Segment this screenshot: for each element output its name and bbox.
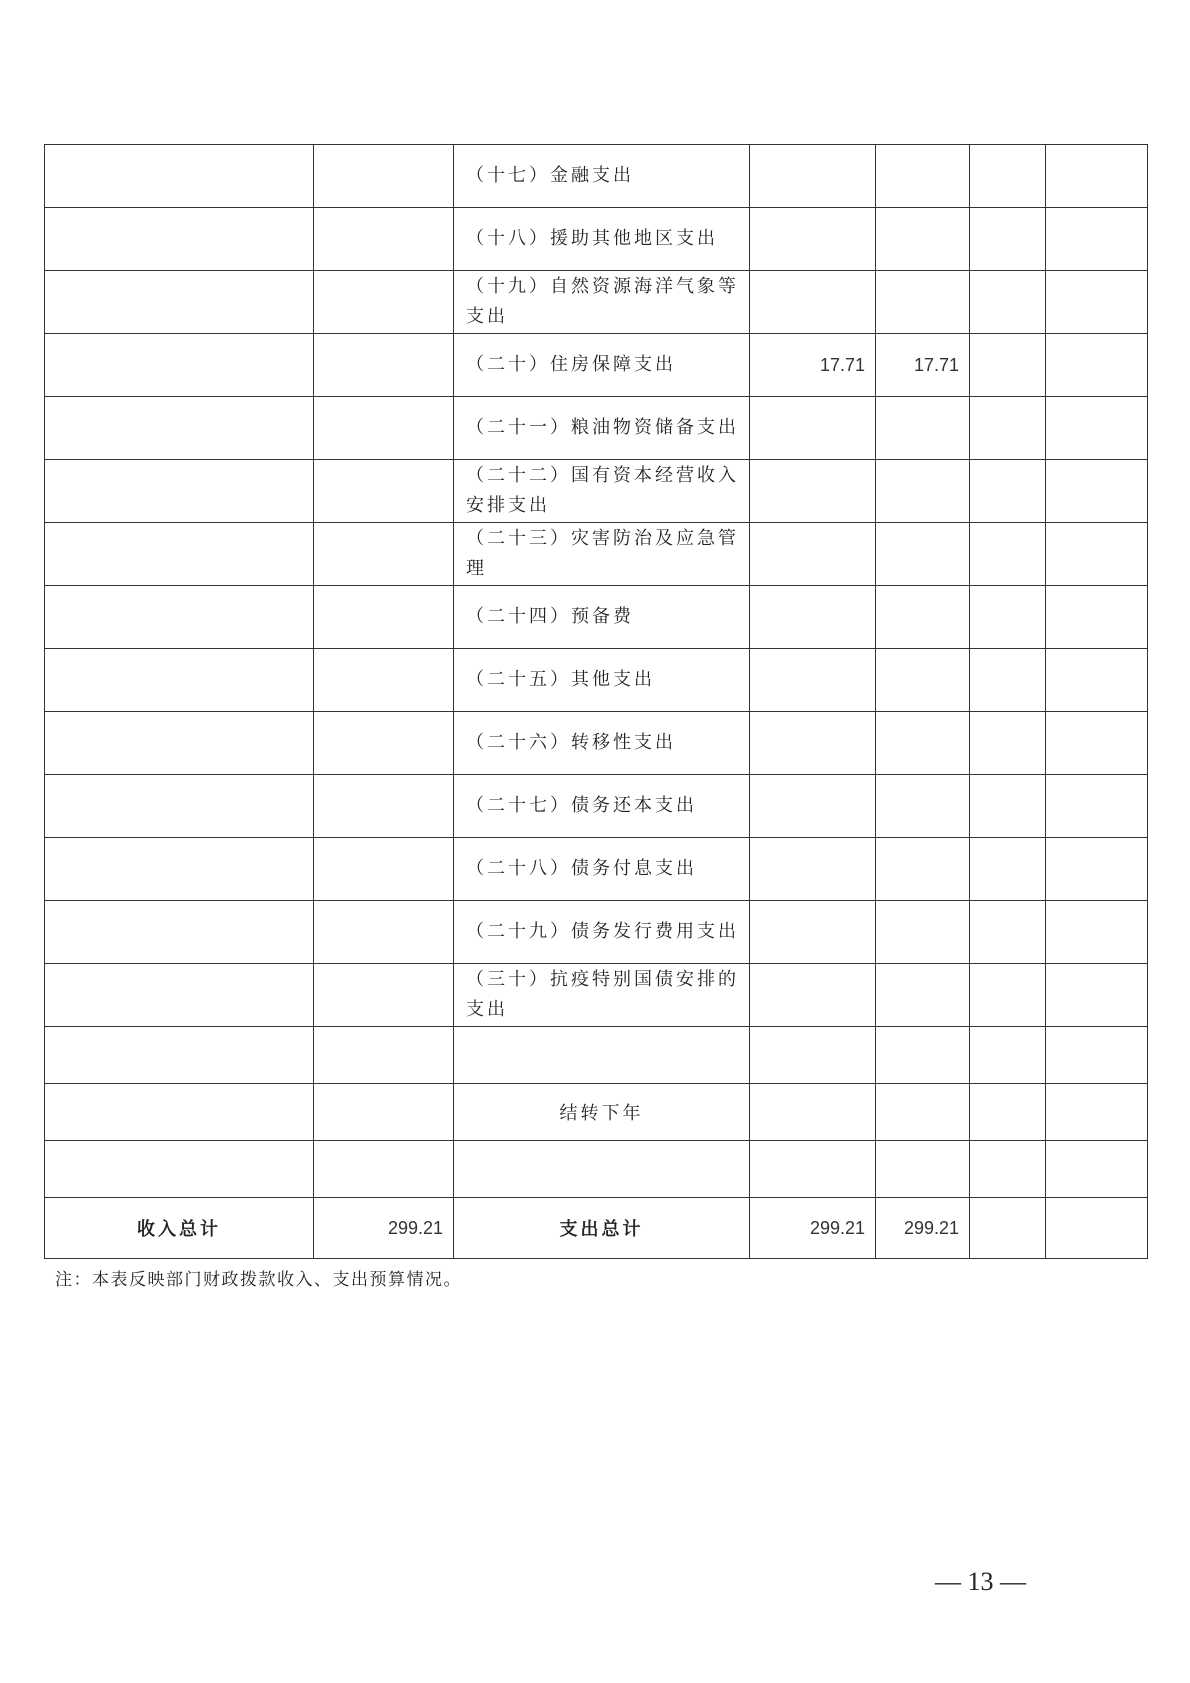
expense-general-cell	[876, 775, 970, 838]
expense-item-cell: （二十二）国有资本经营收入安排支出	[454, 460, 750, 523]
expense-fund-cell	[970, 712, 1046, 775]
table-body	[45, 145, 1148, 1259]
expense-fund-cell	[970, 1198, 1046, 1259]
expense-total-cell	[750, 1141, 876, 1198]
income-item-cell	[45, 964, 314, 1027]
expense-fund-cell	[970, 460, 1046, 523]
expense-general-cell	[876, 271, 970, 334]
expense-item-cell: （十八）援助其他地区支出	[454, 208, 750, 271]
expense-item-cell: （二十一）粮油物资储备支出	[454, 397, 750, 460]
page-number: — 13 —	[935, 1567, 1026, 1596]
expense-fund-cell	[970, 649, 1046, 712]
expense-capital-cell	[1046, 838, 1148, 901]
expense-general-cell	[876, 208, 970, 271]
table-row	[45, 649, 1148, 712]
expense-item-cell	[454, 1027, 750, 1084]
income-amount-cell	[314, 1084, 454, 1141]
expense-total-cell	[750, 775, 876, 838]
table-row	[45, 964, 1148, 1027]
table-row-carryover	[45, 1084, 1148, 1141]
income-amount-cell	[314, 271, 454, 334]
income-amount-cell	[314, 901, 454, 964]
expense-capital-cell	[1046, 208, 1148, 271]
expense-fund-cell	[970, 901, 1046, 964]
income-amount-cell	[314, 460, 454, 523]
table-row	[45, 271, 1148, 334]
income-amount-cell	[314, 523, 454, 586]
expense-general-cell	[876, 460, 970, 523]
expense-item-cell: （十九）自然资源海洋气象等支出	[454, 271, 750, 334]
expense-item-cell: （二十九）债务发行费用支出	[454, 901, 750, 964]
expense-capital-cell	[1046, 1027, 1148, 1084]
expense-fund-cell	[970, 1027, 1046, 1084]
income-item-cell	[45, 397, 314, 460]
expense-total-cell	[750, 1084, 876, 1141]
income-amount-cell	[314, 397, 454, 460]
expense-general-cell	[876, 649, 970, 712]
expense-capital-cell	[1046, 649, 1148, 712]
expense-fund-cell	[970, 145, 1046, 208]
expense-capital-cell	[1046, 271, 1148, 334]
expense-fund-cell	[970, 208, 1046, 271]
table-row-total	[45, 1198, 1148, 1259]
expense-total-cell	[750, 586, 876, 649]
expense-total-cell	[750, 901, 876, 964]
expense-capital-cell	[1046, 964, 1148, 1027]
income-total-value: 299.21	[314, 1198, 454, 1259]
expense-capital-cell	[1046, 145, 1148, 208]
income-amount-cell	[314, 145, 454, 208]
expense-general-cell	[876, 586, 970, 649]
expense-item-cell: （二十六）转移性支出	[454, 712, 750, 775]
expense-fund-cell	[970, 271, 1046, 334]
expense-total-cell	[750, 145, 876, 208]
income-item-cell	[45, 649, 314, 712]
expense-fund-cell	[970, 334, 1046, 397]
expense-capital-cell	[1046, 460, 1148, 523]
expense-capital-cell	[1046, 1198, 1148, 1259]
income-item-cell	[45, 460, 314, 523]
income-amount-cell	[314, 712, 454, 775]
expense-fund-cell	[970, 1084, 1046, 1141]
expense-item-cell: （二十八）债务付息支出	[454, 838, 750, 901]
income-item-cell	[45, 1084, 314, 1141]
expense-general-cell	[876, 523, 970, 586]
income-item-cell	[45, 838, 314, 901]
income-item-cell	[45, 586, 314, 649]
table-row	[45, 523, 1148, 586]
expense-fund-cell	[970, 523, 1046, 586]
expense-general-cell	[876, 1027, 970, 1084]
expense-item-cell: （二十七）债务还本支出	[454, 775, 750, 838]
income-total-label: 收入总计	[45, 1198, 314, 1259]
income-item-cell	[45, 1027, 314, 1084]
income-amount-cell	[314, 334, 454, 397]
income-amount-cell	[314, 208, 454, 271]
income-amount-cell	[314, 649, 454, 712]
income-amount-cell	[314, 586, 454, 649]
expense-total-label: 支出总计	[454, 1198, 750, 1259]
expense-total-cell	[750, 460, 876, 523]
expense-capital-cell	[1046, 901, 1148, 964]
expense-general-cell	[876, 1141, 970, 1198]
expense-general-cell	[876, 397, 970, 460]
table-row-blank	[45, 1141, 1148, 1198]
expense-total-cell: 17.71	[750, 334, 876, 397]
expense-total-cell	[750, 208, 876, 271]
table-row	[45, 208, 1148, 271]
table-note: 注：本表反映部门财政拨款收入、支出预算情况。	[55, 1270, 462, 1290]
income-item-cell	[45, 523, 314, 586]
expense-general-cell: 17.71	[876, 334, 970, 397]
expense-item-cell: （二十三）灾害防治及应急管理	[454, 523, 750, 586]
income-item-cell	[45, 775, 314, 838]
table-row	[45, 397, 1148, 460]
table-row	[45, 586, 1148, 649]
income-amount-cell	[314, 1141, 454, 1198]
table-row	[45, 775, 1148, 838]
income-item-cell	[45, 334, 314, 397]
income-item-cell	[45, 271, 314, 334]
income-item-cell	[45, 1141, 314, 1198]
expense-total-cell	[750, 1027, 876, 1084]
expense-fund-cell	[970, 838, 1046, 901]
table-row	[45, 334, 1148, 397]
table-row	[45, 712, 1148, 775]
income-item-cell	[45, 208, 314, 271]
expense-total-cell	[750, 838, 876, 901]
expense-total-cell	[750, 523, 876, 586]
expense-general-total-value: 299.21	[876, 1198, 970, 1259]
expense-general-cell	[876, 964, 970, 1027]
income-item-cell	[45, 145, 314, 208]
expense-capital-cell	[1046, 775, 1148, 838]
table-row	[45, 901, 1148, 964]
expense-capital-cell	[1046, 523, 1148, 586]
expense-capital-cell	[1046, 1141, 1148, 1198]
expense-item-cell: （十七）金融支出	[454, 145, 750, 208]
expense-capital-cell	[1046, 397, 1148, 460]
expense-total-cell	[750, 964, 876, 1027]
table-row-blank	[45, 1027, 1148, 1084]
expense-fund-cell	[970, 586, 1046, 649]
expense-fund-cell	[970, 964, 1046, 1027]
expense-capital-cell	[1046, 712, 1148, 775]
expense-total-cell	[750, 712, 876, 775]
expense-total-cell	[750, 271, 876, 334]
expense-capital-cell	[1046, 334, 1148, 397]
expense-fund-cell	[970, 775, 1046, 838]
expense-item-cell: （二十五）其他支出	[454, 649, 750, 712]
expense-general-cell	[876, 1084, 970, 1141]
income-item-cell	[45, 712, 314, 775]
expense-item-cell: （三十）抗疫特别国债安排的支出	[454, 964, 750, 1027]
income-amount-cell	[314, 1027, 454, 1084]
carryover-label: 结转下年	[454, 1084, 750, 1141]
income-amount-cell	[314, 964, 454, 1027]
expense-item-cell: （二十）住房保障支出	[454, 334, 750, 397]
expense-capital-cell	[1046, 1084, 1148, 1141]
expense-item-cell	[454, 1141, 750, 1198]
income-item-cell	[45, 901, 314, 964]
budget-table	[44, 144, 1148, 1259]
income-amount-cell	[314, 775, 454, 838]
expense-general-cell	[876, 901, 970, 964]
expense-total-cell	[750, 397, 876, 460]
table-row	[45, 838, 1148, 901]
expense-total-cell	[750, 649, 876, 712]
expense-item-cell: （二十四）预备费	[454, 586, 750, 649]
table-row	[45, 145, 1148, 208]
expense-general-cell	[876, 145, 970, 208]
expense-fund-cell	[970, 1141, 1046, 1198]
expense-general-cell	[876, 838, 970, 901]
expense-total-value: 299.21	[750, 1198, 876, 1259]
expense-capital-cell	[1046, 586, 1148, 649]
expense-fund-cell	[970, 397, 1046, 460]
table-row	[45, 460, 1148, 523]
expense-general-cell	[876, 712, 970, 775]
income-amount-cell	[314, 838, 454, 901]
